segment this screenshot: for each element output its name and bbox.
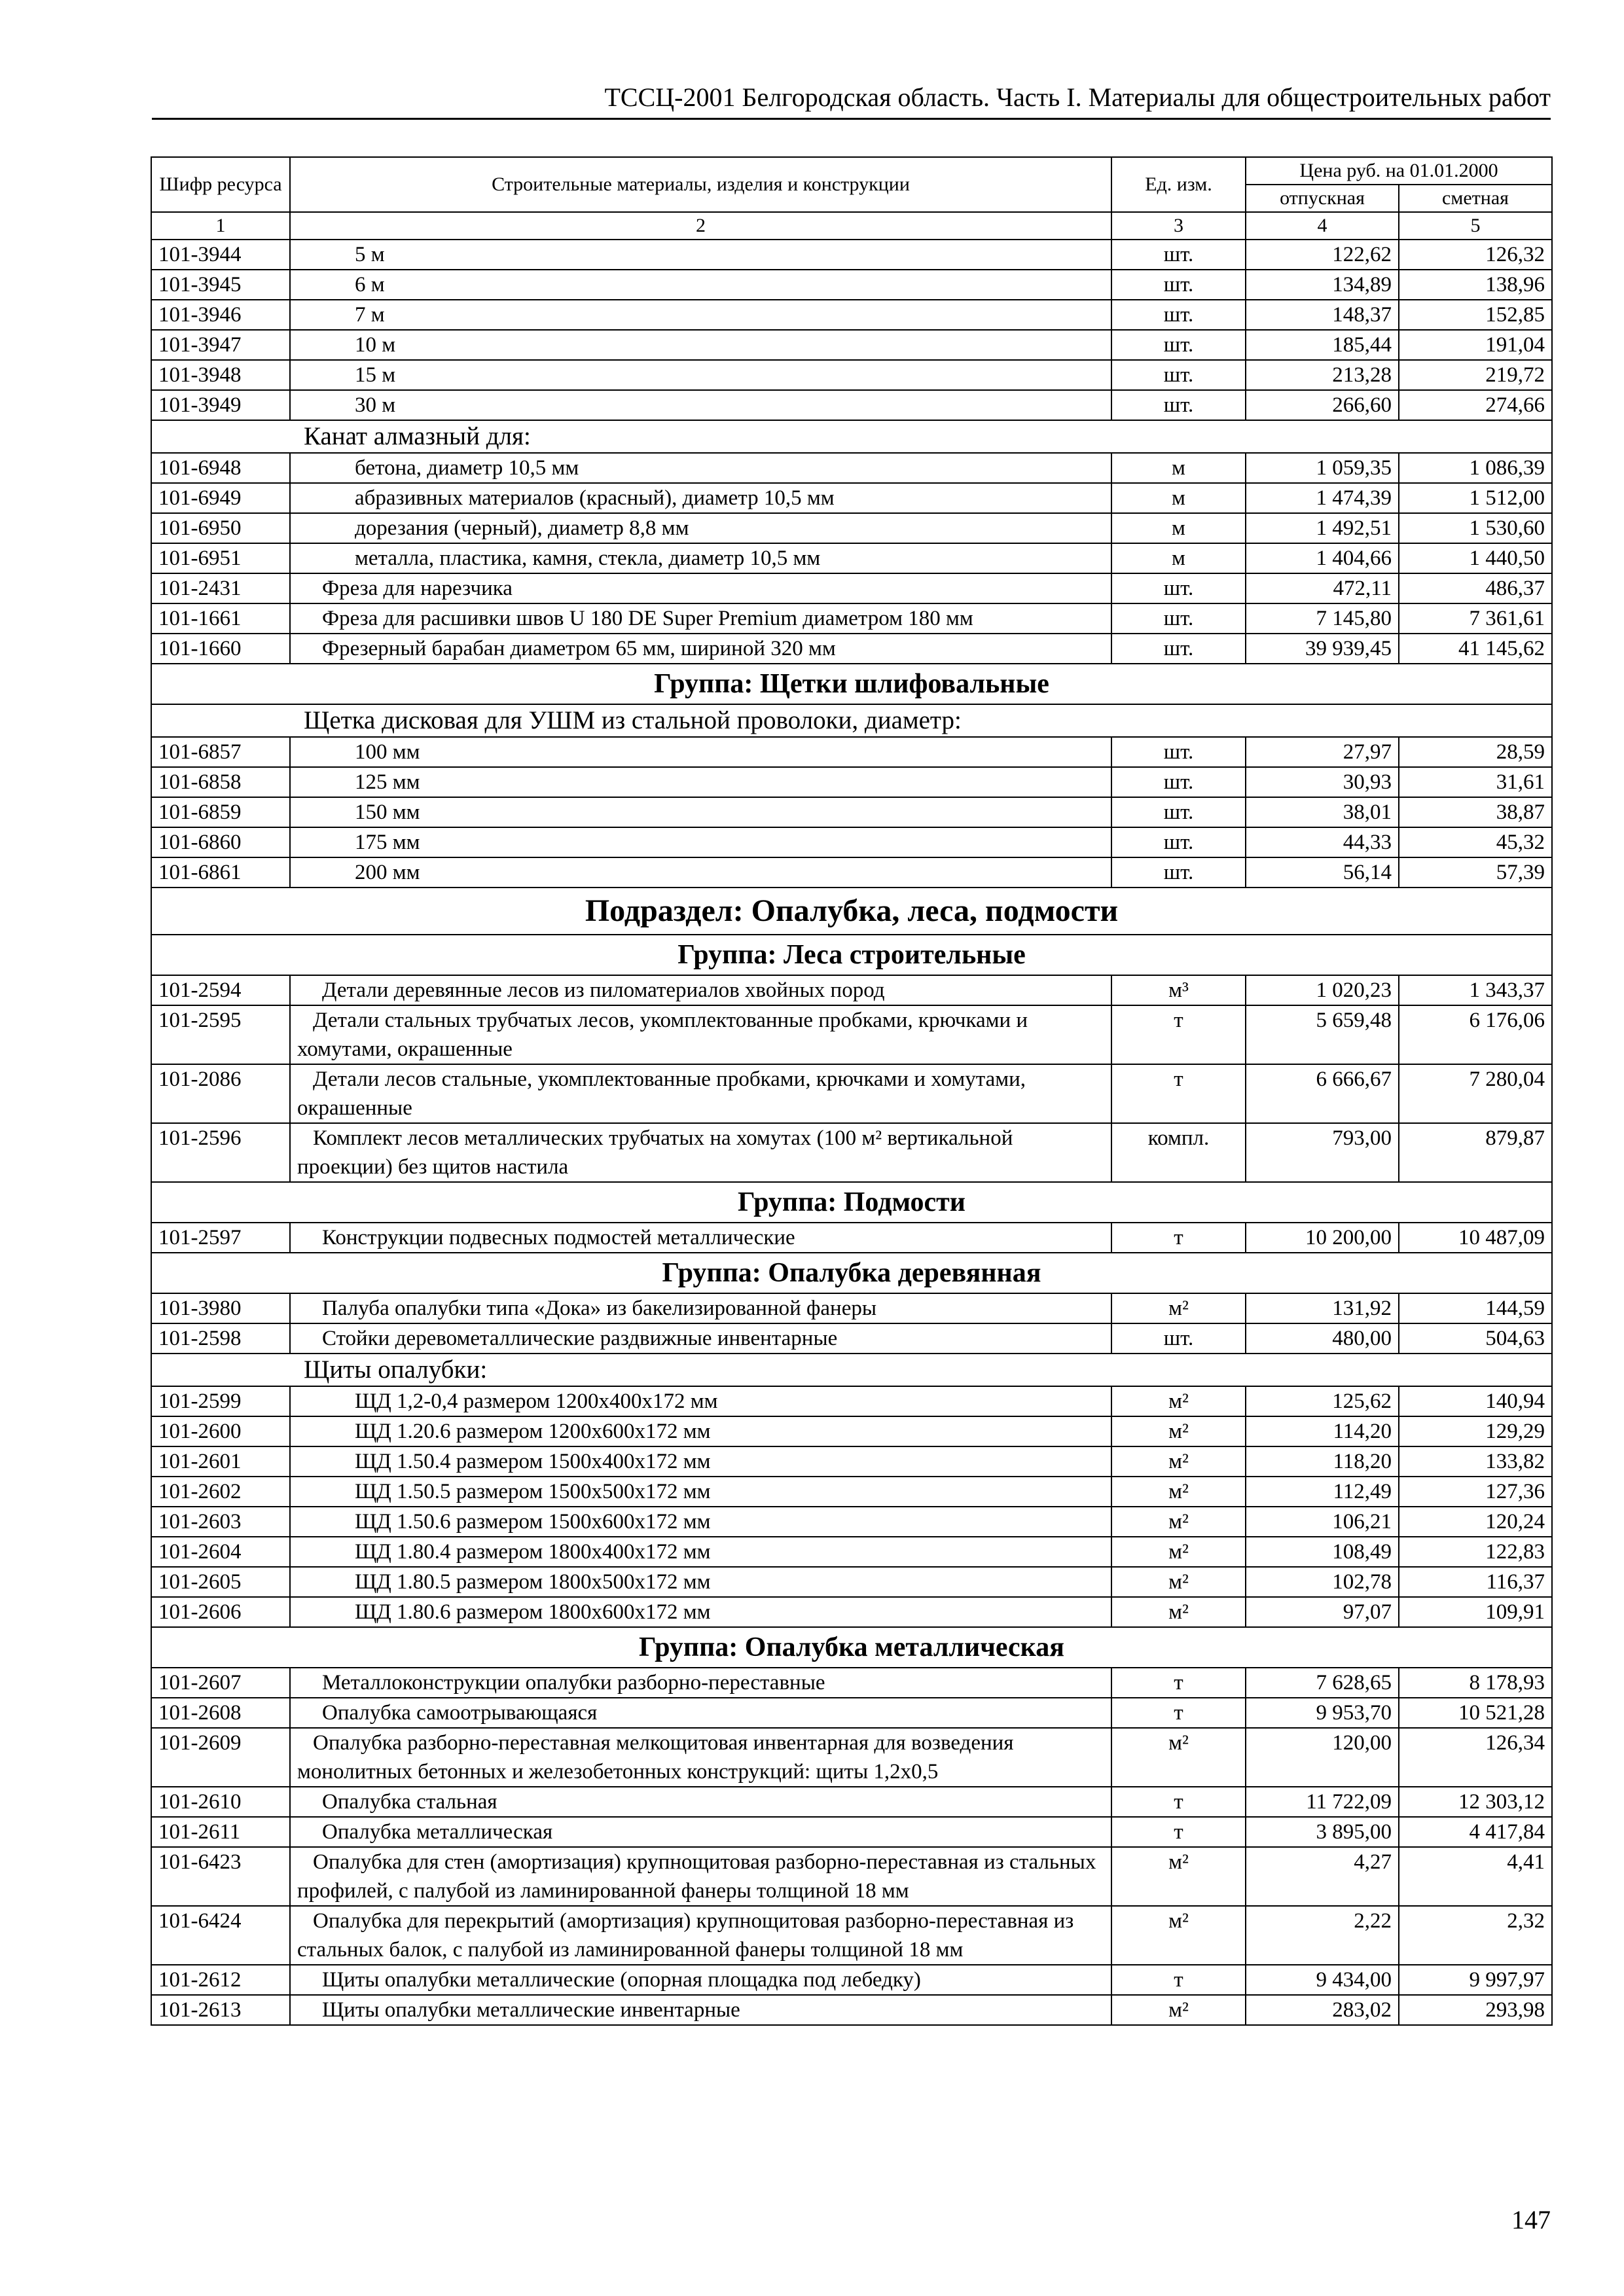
- subgroup-caption: Канат алмазный для:: [151, 420, 1552, 453]
- material-name: Опалубка самоотрывающаяся: [290, 1698, 1111, 1728]
- release-price: 39 939,45: [1246, 634, 1399, 664]
- price-table: [151, 156, 1553, 2026]
- resource-code: 101-6951: [151, 543, 290, 573]
- release-price: 56,14: [1246, 857, 1399, 888]
- unit-of-measure: шт.: [1111, 1323, 1246, 1354]
- estimate-price: 140,94: [1399, 1386, 1552, 1416]
- estimate-price: 12 303,12: [1399, 1787, 1552, 1817]
- estimate-price: 133,82: [1399, 1446, 1552, 1477]
- table-row: [151, 975, 1552, 1005]
- release-price: 27,97: [1246, 737, 1399, 767]
- release-price: 480,00: [1246, 1323, 1399, 1354]
- release-price: 114,20: [1246, 1416, 1399, 1446]
- estimate-price: 504,63: [1399, 1323, 1552, 1354]
- resource-code: 101-6950: [151, 513, 290, 543]
- table-row: [151, 1064, 1552, 1123]
- release-price: 3 895,00: [1246, 1817, 1399, 1847]
- estimate-price: 10 521,28: [1399, 1698, 1552, 1728]
- table-row: [151, 1787, 1552, 1817]
- table-row: [151, 453, 1552, 483]
- table-row: [151, 857, 1552, 888]
- material-name: бетона, диаметр 10,5 мм: [290, 453, 1111, 483]
- estimate-price: 120,24: [1399, 1507, 1552, 1537]
- material-name: Опалубка металлическая: [290, 1817, 1111, 1847]
- table-row: [151, 543, 1552, 573]
- material-name: 150 мм: [290, 797, 1111, 827]
- unit-of-measure: шт.: [1111, 390, 1246, 420]
- material-name: Опалубка для стен (амортизация) крупнощитовая разборно-переставная из стальных профилей, с палубой из ламинированной фанеры толщиной 18 мм: [290, 1847, 1111, 1906]
- table-row: [151, 603, 1552, 634]
- table-row: [151, 1223, 1552, 1253]
- resource-code: 101-2431: [151, 573, 290, 603]
- table-row: [151, 1477, 1552, 1507]
- resource-code: 101-2611: [151, 1817, 290, 1847]
- unit-of-measure: шт.: [1111, 634, 1246, 664]
- estimate-price: 127,36: [1399, 1477, 1552, 1507]
- table-row: [151, 1567, 1552, 1597]
- material-name: Опалубка стальная: [290, 1787, 1111, 1817]
- subgroup-caption: Щетка дисковая для УШМ из стальной проволоки, диаметр:: [151, 704, 1552, 737]
- material-name: ЩД 1.80.5 размером 1800х500х172 мм: [290, 1567, 1111, 1597]
- material-name: Стойки деревометаллические раздвижные инвентарные: [290, 1323, 1111, 1354]
- col-number-1: 1: [151, 212, 290, 240]
- unit-of-measure: м²: [1111, 1293, 1246, 1323]
- estimate-price: 10 487,09: [1399, 1223, 1552, 1253]
- col-number-5: 5: [1399, 212, 1552, 240]
- estimate-price: 122,83: [1399, 1537, 1552, 1567]
- release-price: 134,89: [1246, 270, 1399, 300]
- release-price: 283,02: [1246, 1995, 1399, 2025]
- unit-of-measure: шт.: [1111, 767, 1246, 797]
- unit-of-measure: м: [1111, 543, 1246, 573]
- table-row: [151, 1537, 1552, 1567]
- estimate-price: 1 086,39: [1399, 453, 1552, 483]
- release-price: 2,22: [1246, 1906, 1399, 1965]
- material-name: ЩД 1.80.4 размером 1800х400х172 мм: [290, 1537, 1111, 1567]
- resource-code: 101-2608: [151, 1698, 290, 1728]
- material-name: Щиты опалубки металлические инвентарные: [290, 1995, 1111, 2025]
- material-name: Конструкции подвесных подмостей металлические: [290, 1223, 1111, 1253]
- col-number-2: 2: [290, 212, 1111, 240]
- estimate-price: 219,72: [1399, 360, 1552, 390]
- group-heading: Группа: Подмости: [151, 1182, 1552, 1223]
- section-heading: Подраздел: Опалубка, леса, подмости: [151, 888, 1552, 935]
- material-name: Щиты опалубки металлические (опорная площадка под лебедку): [290, 1965, 1111, 1995]
- resource-code: 101-2604: [151, 1537, 290, 1567]
- subgroup-caption-row: [151, 704, 1552, 737]
- table-row: [151, 1386, 1552, 1416]
- estimate-price: 1 343,37: [1399, 975, 1552, 1005]
- resource-code: 101-2598: [151, 1323, 290, 1354]
- group-heading-row: [151, 664, 1552, 704]
- unit-of-measure: т: [1111, 1698, 1246, 1728]
- group-heading: Группа: Опалубка металлическая: [151, 1627, 1552, 1668]
- table-header: [151, 157, 1552, 240]
- estimate-price: 7 361,61: [1399, 603, 1552, 634]
- table-row: [151, 1323, 1552, 1354]
- release-price: 10 200,00: [1246, 1223, 1399, 1253]
- release-price: 5 659,48: [1246, 1005, 1399, 1064]
- unit-of-measure: м²: [1111, 1906, 1246, 1965]
- unit-of-measure: шт.: [1111, 737, 1246, 767]
- table-row: [151, 1728, 1552, 1787]
- unit-of-measure: м²: [1111, 1567, 1246, 1597]
- material-name: 5 м: [290, 240, 1111, 270]
- unit-of-measure: шт.: [1111, 857, 1246, 888]
- resource-code: 101-6949: [151, 483, 290, 513]
- release-price: 30,93: [1246, 767, 1399, 797]
- material-name: 30 м: [290, 390, 1111, 420]
- resource-code: 101-6948: [151, 453, 290, 483]
- resource-code: 101-6424: [151, 1906, 290, 1965]
- estimate-price: 152,85: [1399, 300, 1552, 330]
- table-row: [151, 1847, 1552, 1906]
- material-name: ЩД 1.20.6 размером 1200х600х172 мм: [290, 1416, 1111, 1446]
- group-heading: Группа: Щетки шлифовальные: [151, 664, 1552, 704]
- resource-code: 101-2606: [151, 1597, 290, 1627]
- table-row: [151, 1698, 1552, 1728]
- col-header-price-estimate: сметная: [1399, 185, 1552, 212]
- estimate-price: 7 280,04: [1399, 1064, 1552, 1123]
- estimate-price: 6 176,06: [1399, 1005, 1552, 1064]
- release-price: 118,20: [1246, 1446, 1399, 1477]
- table-row: [151, 1123, 1552, 1182]
- estimate-price: 109,91: [1399, 1597, 1552, 1627]
- estimate-price: 293,98: [1399, 1995, 1552, 2025]
- release-price: 1 020,23: [1246, 975, 1399, 1005]
- table-row: [151, 1817, 1552, 1847]
- section-heading-row: [151, 888, 1552, 935]
- resource-code: 101-2607: [151, 1668, 290, 1698]
- unit-of-measure: м: [1111, 453, 1246, 483]
- document-title: ТССЦ-2001 Белгородская область. Часть I. Материалы для общестроительных работ: [604, 82, 1551, 112]
- table-row: [151, 270, 1552, 300]
- estimate-price: 9 997,97: [1399, 1965, 1552, 1995]
- estimate-price: 8 178,93: [1399, 1668, 1552, 1698]
- resource-code: 101-6861: [151, 857, 290, 888]
- table-row: [151, 360, 1552, 390]
- release-price: 112,49: [1246, 1477, 1399, 1507]
- estimate-price: 486,37: [1399, 573, 1552, 603]
- resource-code: 101-3948: [151, 360, 290, 390]
- resource-code: 101-2613: [151, 1995, 290, 2025]
- subgroup-caption-row: [151, 1354, 1552, 1386]
- material-name: 7 м: [290, 300, 1111, 330]
- table-row: [151, 1416, 1552, 1446]
- resource-code: 101-2602: [151, 1477, 290, 1507]
- release-price: 125,62: [1246, 1386, 1399, 1416]
- table-row: [151, 1507, 1552, 1537]
- resource-code: 101-6860: [151, 827, 290, 857]
- unit-of-measure: шт.: [1111, 360, 1246, 390]
- resource-code: 101-2597: [151, 1223, 290, 1253]
- release-price: 38,01: [1246, 797, 1399, 827]
- table-row: [151, 390, 1552, 420]
- material-name: Опалубка разборно-переставная мелкощитовая инвентарная для возведения монолитных бетонных и железобетонных конструкций: щиты 1,2х0,5: [290, 1728, 1111, 1787]
- estimate-price: 41 145,62: [1399, 634, 1552, 664]
- material-name: 6 м: [290, 270, 1111, 300]
- subgroup-caption: Щиты опалубки:: [151, 1354, 1552, 1386]
- estimate-price: 1 530,60: [1399, 513, 1552, 543]
- col-header-unit: Ед. изм.: [1111, 157, 1246, 212]
- unit-of-measure: шт.: [1111, 573, 1246, 603]
- table-row: [151, 1293, 1552, 1323]
- unit-of-measure: т: [1111, 1787, 1246, 1817]
- unit-of-measure: компл.: [1111, 1123, 1246, 1182]
- material-name: ЩД 1.50.4 размером 1500х400х172 мм: [290, 1446, 1111, 1477]
- estimate-price: 2,32: [1399, 1906, 1552, 1965]
- table-row: [151, 634, 1552, 664]
- col-header-price-group: Цена руб. на 01.01.2000: [1246, 157, 1552, 185]
- unit-of-measure: м²: [1111, 1597, 1246, 1627]
- estimate-price: 28,59: [1399, 737, 1552, 767]
- resource-code: 101-3947: [151, 330, 290, 360]
- release-price: 266,60: [1246, 390, 1399, 420]
- estimate-price: 191,04: [1399, 330, 1552, 360]
- resource-code: 101-3945: [151, 270, 290, 300]
- unit-of-measure: т: [1111, 1817, 1246, 1847]
- material-name: 100 мм: [290, 737, 1111, 767]
- resource-code: 101-3944: [151, 240, 290, 270]
- material-name: Комплект лесов металлических трубчатых на хомутах (100 м² вертикальной проекции) без щитов настила: [290, 1123, 1111, 1182]
- release-price: 213,28: [1246, 360, 1399, 390]
- material-name: Детали стальных трубчатых лесов, укомплектованные пробками, крючками и хомутами, окрашенные: [290, 1005, 1111, 1064]
- release-price: 120,00: [1246, 1728, 1399, 1787]
- table-row: [151, 1597, 1552, 1627]
- unit-of-measure: т: [1111, 1965, 1246, 1995]
- resource-code: 101-6859: [151, 797, 290, 827]
- table-row: [151, 1668, 1552, 1698]
- resource-code: 101-2595: [151, 1005, 290, 1064]
- release-price: 148,37: [1246, 300, 1399, 330]
- resource-code: 101-2600: [151, 1416, 290, 1446]
- unit-of-measure: шт.: [1111, 300, 1246, 330]
- unit-of-measure: м²: [1111, 1847, 1246, 1906]
- table-row: [151, 827, 1552, 857]
- unit-of-measure: м²: [1111, 1446, 1246, 1477]
- estimate-price: 31,61: [1399, 767, 1552, 797]
- resource-code: 101-3949: [151, 390, 290, 420]
- table-row: [151, 1446, 1552, 1477]
- resource-code: 101-2605: [151, 1567, 290, 1597]
- resource-code: 101-2086: [151, 1064, 290, 1123]
- release-price: 9 434,00: [1246, 1965, 1399, 1995]
- estimate-price: 274,66: [1399, 390, 1552, 420]
- group-heading-row: [151, 1253, 1552, 1293]
- unit-of-measure: т: [1111, 1668, 1246, 1698]
- col-header-name: Строительные материалы, изделия и конструкции: [290, 157, 1111, 212]
- material-name: дорезания (черный), диаметр 8,8 мм: [290, 513, 1111, 543]
- table-row: [151, 513, 1552, 543]
- table-row: [151, 573, 1552, 603]
- release-price: 7 145,80: [1246, 603, 1399, 634]
- estimate-price: 45,32: [1399, 827, 1552, 857]
- page-number: 147: [1511, 2205, 1551, 2234]
- unit-of-measure: м²: [1111, 1386, 1246, 1416]
- release-price: 106,21: [1246, 1507, 1399, 1537]
- release-price: 97,07: [1246, 1597, 1399, 1627]
- release-price: 9 953,70: [1246, 1698, 1399, 1728]
- material-name: ЩД 1.50.5 размером 1500х500х172 мм: [290, 1477, 1111, 1507]
- unit-of-measure: м: [1111, 513, 1246, 543]
- material-name: 125 мм: [290, 767, 1111, 797]
- unit-of-measure: т: [1111, 1005, 1246, 1064]
- release-price: 472,11: [1246, 573, 1399, 603]
- subgroup-caption-row: [151, 420, 1552, 453]
- table-row: [151, 330, 1552, 360]
- estimate-price: 126,34: [1399, 1728, 1552, 1787]
- material-name: Фреза для нарезчика: [290, 573, 1111, 603]
- release-price: 4,27: [1246, 1847, 1399, 1906]
- estimate-price: 4,41: [1399, 1847, 1552, 1906]
- estimate-price: 129,29: [1399, 1416, 1552, 1446]
- material-name: 10 м: [290, 330, 1111, 360]
- unit-of-measure: м²: [1111, 1537, 1246, 1567]
- material-name: Фреза для расшивки швов U 180 DE Super Premium диаметром 180 мм: [290, 603, 1111, 634]
- estimate-price: 38,87: [1399, 797, 1552, 827]
- release-price: 7 628,65: [1246, 1668, 1399, 1698]
- unit-of-measure: шт.: [1111, 603, 1246, 634]
- material-name: ЩД 1,2-0,4 размером 1200х400х172 мм: [290, 1386, 1111, 1416]
- resource-code: 101-2594: [151, 975, 290, 1005]
- material-name: Детали лесов стальные, укомплектованные пробками, крючками и хомутами, окрашенные: [290, 1064, 1111, 1123]
- price-table-container: [151, 156, 1551, 2119]
- table-row: [151, 737, 1552, 767]
- unit-of-measure: м²: [1111, 1507, 1246, 1537]
- release-price: 11 722,09: [1246, 1787, 1399, 1817]
- material-name: 175 мм: [290, 827, 1111, 857]
- group-heading-row: [151, 1627, 1552, 1668]
- unit-of-measure: шт.: [1111, 270, 1246, 300]
- estimate-price: 4 417,84: [1399, 1817, 1552, 1847]
- release-price: 44,33: [1246, 827, 1399, 857]
- unit-of-measure: шт.: [1111, 330, 1246, 360]
- release-price: 793,00: [1246, 1123, 1399, 1182]
- release-price: 102,78: [1246, 1567, 1399, 1597]
- release-price: 185,44: [1246, 330, 1399, 360]
- unit-of-measure: шт.: [1111, 827, 1246, 857]
- table-row: [151, 240, 1552, 270]
- table-body: [151, 240, 1552, 2025]
- page-header: [152, 77, 1551, 120]
- table-row: [151, 1995, 1552, 2025]
- resource-code: 101-2601: [151, 1446, 290, 1477]
- unit-of-measure: м²: [1111, 1416, 1246, 1446]
- unit-of-measure: т: [1111, 1223, 1246, 1253]
- unit-of-measure: м: [1111, 483, 1246, 513]
- unit-of-measure: т: [1111, 1064, 1246, 1123]
- release-price: 108,49: [1246, 1537, 1399, 1567]
- material-name: Фрезерный барабан диаметром 65 мм, шириной 320 мм: [290, 634, 1111, 664]
- unit-of-measure: м²: [1111, 1477, 1246, 1507]
- material-name: ЩД 1.80.6 размером 1800х600х172 мм: [290, 1597, 1111, 1627]
- estimate-price: 126,32: [1399, 240, 1552, 270]
- release-price: 1 474,39: [1246, 483, 1399, 513]
- unit-of-measure: м²: [1111, 1995, 1246, 2025]
- resource-code: 101-1660: [151, 634, 290, 664]
- col-number-4: 4: [1246, 212, 1399, 240]
- estimate-price: 1 440,50: [1399, 543, 1552, 573]
- unit-of-measure: шт.: [1111, 797, 1246, 827]
- resource-code: 101-2599: [151, 1386, 290, 1416]
- table-row: [151, 1965, 1552, 1995]
- resource-code: 101-6857: [151, 737, 290, 767]
- material-name: абразивных материалов (красный), диаметр 10,5 мм: [290, 483, 1111, 513]
- material-name: Металлоконструкции опалубки разборно-переставные: [290, 1668, 1111, 1698]
- material-name: 200 мм: [290, 857, 1111, 888]
- resource-code: 101-1661: [151, 603, 290, 634]
- resource-code: 101-3980: [151, 1293, 290, 1323]
- table-row: [151, 483, 1552, 513]
- estimate-price: 879,87: [1399, 1123, 1552, 1182]
- resource-code: 101-3946: [151, 300, 290, 330]
- release-price: 1 492,51: [1246, 513, 1399, 543]
- resource-code: 101-2596: [151, 1123, 290, 1182]
- release-price: 6 666,67: [1246, 1064, 1399, 1123]
- resource-code: 101-6423: [151, 1847, 290, 1906]
- release-price: 131,92: [1246, 1293, 1399, 1323]
- group-heading-row: [151, 935, 1552, 975]
- release-price: 122,62: [1246, 240, 1399, 270]
- col-header-code: Шифр ресурса: [151, 157, 290, 212]
- unit-of-measure: м²: [1111, 1728, 1246, 1787]
- resource-code: 101-2603: [151, 1507, 290, 1537]
- estimate-price: 1 512,00: [1399, 483, 1552, 513]
- col-header-price-release: отпускная: [1246, 185, 1399, 212]
- unit-of-measure: шт.: [1111, 240, 1246, 270]
- release-price: 1 404,66: [1246, 543, 1399, 573]
- group-heading-row: [151, 1182, 1552, 1223]
- table-row: [151, 1005, 1552, 1064]
- resource-code: 101-2612: [151, 1965, 290, 1995]
- resource-code: 101-6858: [151, 767, 290, 797]
- release-price: 1 059,35: [1246, 453, 1399, 483]
- material-name: металла, пластика, камня, стекла, диаметр 10,5 мм: [290, 543, 1111, 573]
- group-heading: Группа: Опалубка деревянная: [151, 1253, 1552, 1293]
- estimate-price: 138,96: [1399, 270, 1552, 300]
- material-name: ЩД 1.50.6 размером 1500х600х172 мм: [290, 1507, 1111, 1537]
- unit-of-measure: м³: [1111, 975, 1246, 1005]
- group-heading: Группа: Леса строительные: [151, 935, 1552, 975]
- material-name: Детали деревянные лесов из пиломатериалов хвойных пород: [290, 975, 1111, 1005]
- material-name: 15 м: [290, 360, 1111, 390]
- material-name: Опалубка для перекрытий (амортизация) крупнощитовая разборно-переставная из стальных балок, с палубой из ламинированной фанеры толщиной 18 мм: [290, 1906, 1111, 1965]
- resource-code: 101-2609: [151, 1728, 290, 1787]
- table-row: [151, 767, 1552, 797]
- table-row: [151, 300, 1552, 330]
- table-row: [151, 797, 1552, 827]
- resource-code: 101-2610: [151, 1787, 290, 1817]
- estimate-price: 144,59: [1399, 1293, 1552, 1323]
- material-name: Палуба опалубки типа «Дока» из бакелизированной фанеры: [290, 1293, 1111, 1323]
- table-row: [151, 1906, 1552, 1965]
- estimate-price: 116,37: [1399, 1567, 1552, 1597]
- col-number-3: 3: [1111, 212, 1246, 240]
- estimate-price: 57,39: [1399, 857, 1552, 888]
